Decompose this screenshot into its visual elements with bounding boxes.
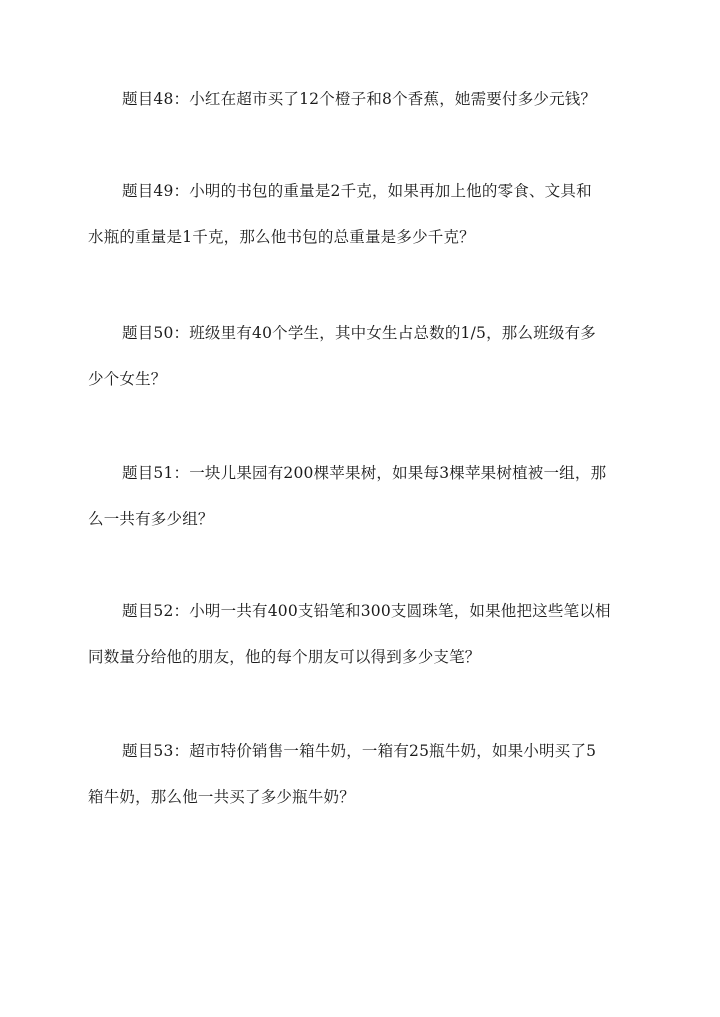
question-line: 题目53：超市特价销售一箱牛奶，一箱有25瓶牛奶，如果小明买了5 xyxy=(122,742,597,760)
question-53 xyxy=(88,728,633,820)
question-line: 少个女生？ xyxy=(88,370,167,388)
question-51 xyxy=(88,450,633,542)
question-48 xyxy=(88,76,633,122)
question-50 xyxy=(88,310,633,402)
question-line: 题目48：小红在超市买了12个橙子和8个香蕉，她需要付多少元钱？ xyxy=(122,90,597,108)
question-line: 题目50：班级里有40个学生，其中女生占总数的1/5，那么班级有多 xyxy=(122,324,596,342)
question-line: 水瓶的重量是1千克，那么他书包的总重量是多少千克？ xyxy=(88,228,475,246)
question-52 xyxy=(88,588,633,680)
question-line: 题目51：一块儿果园有200棵苹果树，如果每3棵苹果树植被一组，那 xyxy=(122,464,607,482)
question-line: 么一共有多少组？ xyxy=(88,510,214,528)
question-49 xyxy=(88,168,633,260)
question-line: 箱牛奶，那么他一共买了多少瓶牛奶？ xyxy=(88,788,355,806)
question-line: 题目49：小明的书包的重量是2千克，如果再加上他的零食、文具和 xyxy=(122,182,592,200)
question-line: 题目52：小明一共有400支铅笔和300支圆珠笔，如果他把这些笔以相 xyxy=(122,602,611,620)
question-line: 同数量分给他的朋友，他的每个朋友可以得到多少支笔？ xyxy=(88,648,481,666)
